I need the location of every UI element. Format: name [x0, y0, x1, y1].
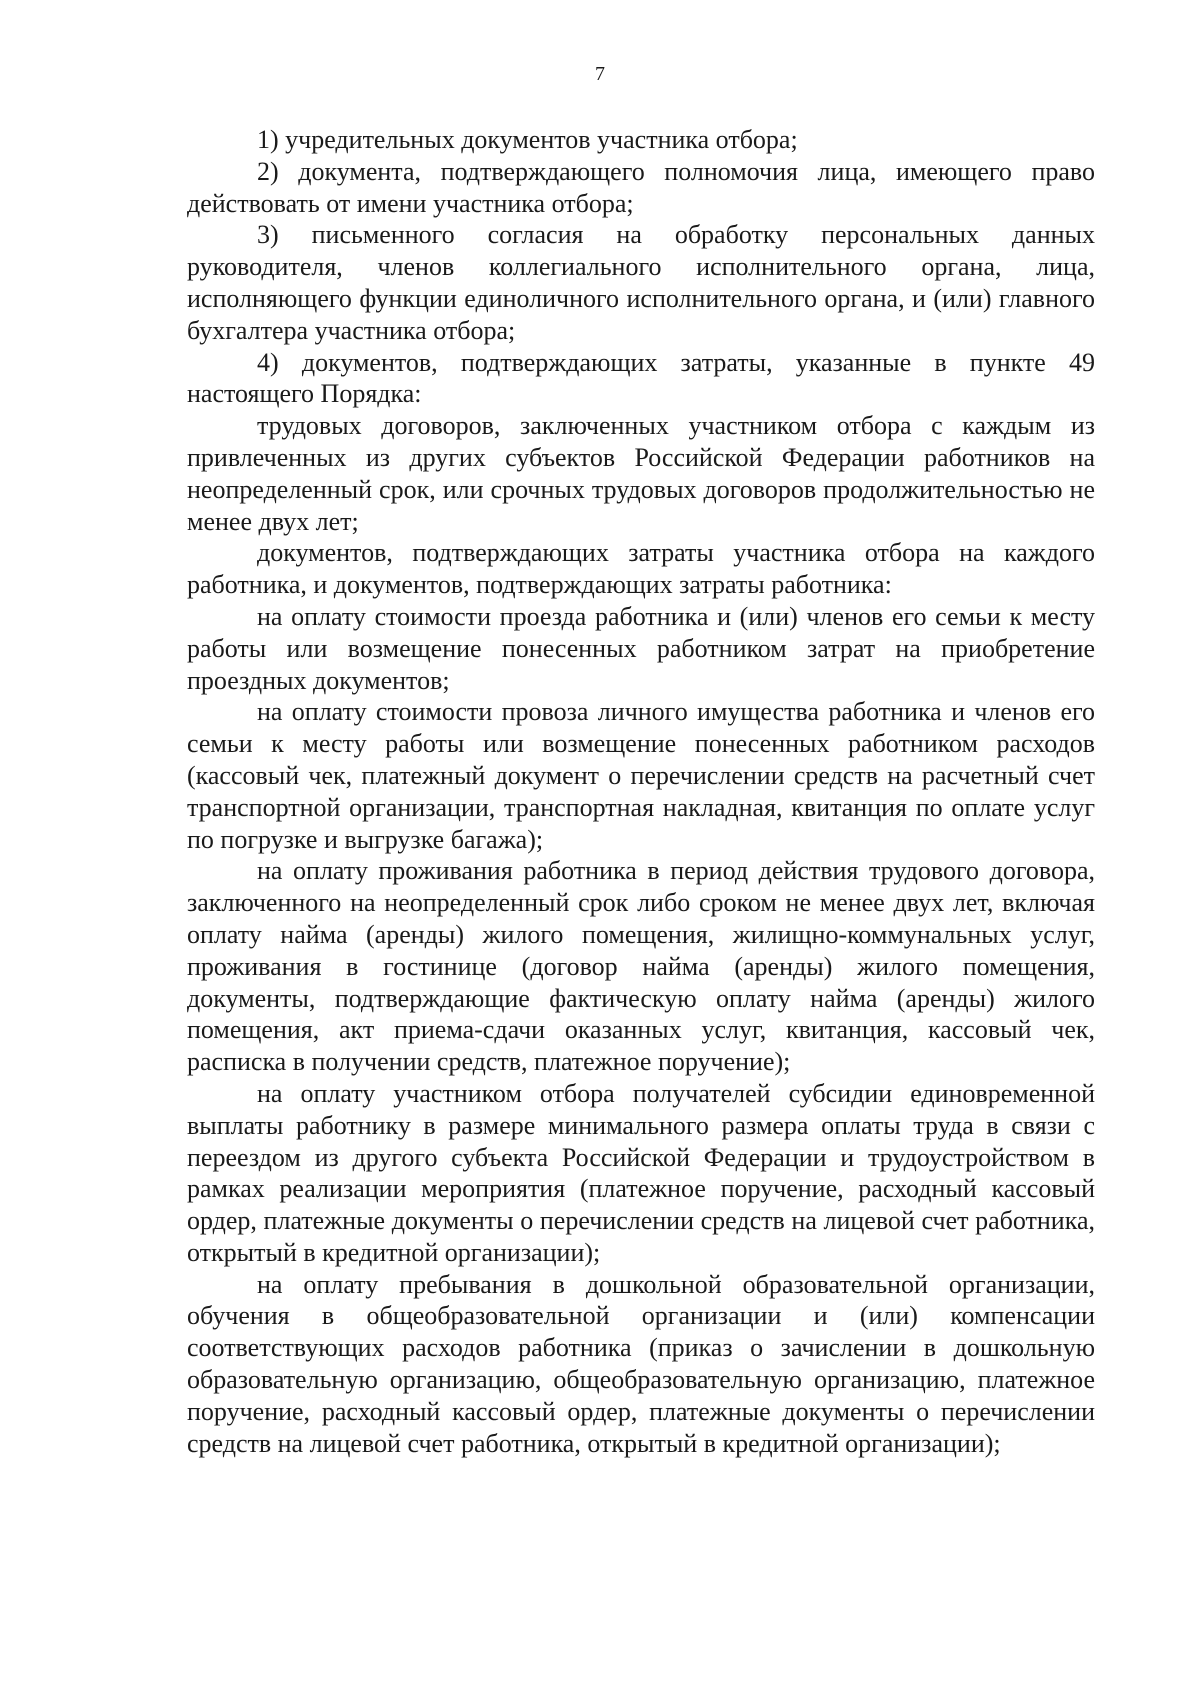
paragraph-education-costs: на оплату пребывания в дошкольной образовательной организации, обучения в общеобразовательной организации и (или) компенсации соответствующих расходов работника (приказ о зачислении в дошкольную образовательную организацию, общеобразовательную организацию, платежное поручение, расходный кассовый ордер, платежные документы о перечислении средств на лицевой счет работника, открытый в кредитной организации); — [187, 1269, 1095, 1458]
paragraph-travel-costs: на оплату стоимости проезда работника и (или) членов его семьи к месту работы или возмещение понесенных работником затрат на приобретение проездных документов; — [187, 601, 1095, 695]
paragraph-lump-sum-payment: на оплату участником отбора получателей субсидии единовременной выплаты работнику в размере минимального размера оплаты труда в связи с переездом из другого субъекта Российской Федерации и трудоустройством в рамках реализации мероприятия (платежное поручение, расходный кассовый ордер, платежные документы о перечислении средств на лицевой счет работника, открытый в кредитной организации); — [187, 1078, 1095, 1267]
paragraph-item-2: 2) документа, подтверждающего полномочия лица, имеющего право действовать от имени участника отбора; — [187, 156, 1095, 218]
paragraph-item-3: 3) письменного согласия на обработку персональных данных руководителя, членов коллегиального исполнительного органа, лица, исполняющего функции единоличного исполнительного органа, и (или) главного бухгалтера участника отбора; — [187, 220, 1095, 345]
paragraph-item-1: 1) учредительных документов участника отбора; — [257, 125, 798, 154]
paragraph-accommodation: на оплату проживания работника в период действия трудового договора, заключенного на неопределенный срок либо сроком не менее двух лет, включая оплату найма (аренды) жилого помещения, жилищно-коммунальных услуг, проживания в гостинице (договор найма (аренды) жилого помещения, документы, подтверждающие фактическую оплату найма (аренды) жилого помещения, акт приема-сдачи оказанных услуг, квитанция, кассовый чек, расписка в получении средств, платежное поручение); — [187, 856, 1095, 1077]
page-number: 7 — [595, 63, 605, 85]
paragraph-item-4: 4) документов, подтверждающих затраты, указанные в пункте 49 настоящего Порядка: — [187, 347, 1095, 409]
document-body — [187, 124, 1095, 1459]
paragraph-property-transport: на оплату стоимости провоза личного имущества работника и членов его семьи к месту работы или возмещение понесенных работником расходов (кассовый чек, платежный документ о перечислении средств на расчетный счет транспортной организации, транспортная накладная, квитанция по оплате услуг по погрузке и выгрузке багажа); — [187, 697, 1095, 854]
paragraph-labor-contracts: трудовых договоров, заключенных участником отбора с каждым из привлеченных из других субъектов Российской Федерации работников на неопределенный срок, или срочных трудовых договоров продолжительностью не менее двух лет; — [187, 411, 1095, 536]
paragraph-cost-documents: документов, подтверждающих затраты участника отбора на каждого работника, и документов, подтверждающих затраты работника: — [187, 538, 1095, 600]
